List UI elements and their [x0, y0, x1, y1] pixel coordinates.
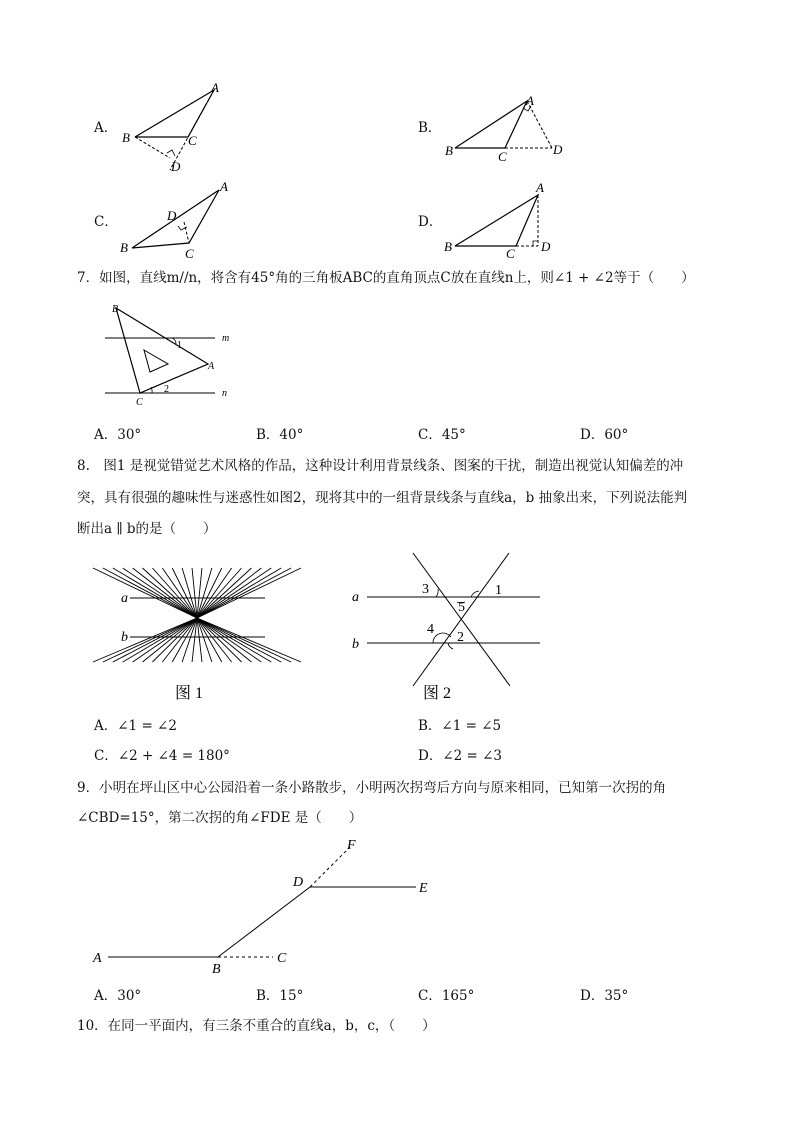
q7-label-c: C — [136, 397, 143, 408]
q6-figure-b — [440, 88, 580, 168]
fan-line — [197, 618, 232, 662]
q9-figure — [88, 835, 438, 980]
q9-label-d: D — [293, 875, 304, 890]
q6-option-b-letter: B． — [418, 120, 442, 136]
q8-option-c[interactable]: C．∠2 + ∠4 = 180° — [94, 748, 230, 764]
q9-label-b: B — [212, 962, 221, 977]
q6c-label-a: A — [220, 179, 228, 194]
fan-line — [197, 568, 232, 618]
q8-fig2-angle1: 1 — [495, 583, 502, 598]
fan-line — [197, 568, 291, 618]
q10-question-text: 10．在同一平面内，有三条不重合的直线a，b，c，（ ） — [77, 1018, 436, 1034]
fan-line — [162, 618, 197, 662]
q6-figure-c — [115, 178, 245, 263]
fan-line — [123, 568, 197, 618]
q7-label-m: m — [222, 333, 230, 344]
q6c-label-b: B — [120, 240, 128, 255]
q6a-label-b: B — [122, 130, 130, 145]
fan-line — [197, 618, 291, 662]
q6-option-d-letter: D． — [418, 214, 443, 230]
fan-line — [197, 618, 271, 662]
q7-option-a[interactable]: A．30° — [94, 427, 142, 443]
fan-line — [197, 618, 301, 662]
q8-fig1-label-b: b — [121, 630, 128, 645]
fan-line — [93, 568, 197, 618]
q6a-label-a: A — [211, 80, 219, 95]
q9-option-c[interactable]: C．165° — [418, 988, 475, 1004]
q6d-label-b: B — [444, 239, 452, 254]
fan-line — [162, 568, 197, 618]
q6-option-c-letter: C． — [94, 214, 118, 230]
q8-option-d[interactable]: D．∠2 = ∠3 — [418, 748, 503, 764]
q9-option-a[interactable]: A．30° — [94, 988, 142, 1004]
q6b-label-b: B — [445, 143, 453, 158]
q8-figure-1 — [85, 560, 310, 705]
q8-fig2-caption: 图 2 — [423, 685, 452, 702]
q8-fig2-angle4: 4 — [427, 622, 434, 637]
q9-question-line1: 9．小明在坪山区中心公园沿着一条小路散步，小明两次拐弯后方向与原来相同，已知第一次拐的角 — [77, 780, 667, 796]
q6b-label-d: D — [553, 142, 563, 157]
fan-line — [197, 568, 261, 618]
fan-line — [103, 618, 197, 662]
fan-line — [123, 618, 197, 662]
q8-question-line2: 突，具有很强的趣味性与迷惑性如图2，现将其中的一组背景线条与直线a，b 抽象出来，下列说法能判 — [77, 490, 688, 506]
q8-fig2-angle3: 3 — [422, 582, 429, 597]
q6-option-a-letter: A． — [94, 120, 118, 136]
q9-option-b[interactable]: B．15° — [256, 988, 304, 1004]
q8-fig1-label-a: a — [121, 591, 128, 606]
q6b-label-a: A — [526, 93, 534, 108]
fan-line — [197, 618, 261, 662]
q8-question-line3: 断出a ∥ b的是（ ） — [77, 521, 217, 537]
q7-label-b: B — [112, 304, 119, 315]
fan-line — [103, 568, 197, 618]
q8-option-b[interactable]: B．∠1 = ∠5 — [418, 718, 502, 734]
q9-label-c: C — [277, 951, 287, 966]
q7-option-d[interactable]: D．60° — [580, 427, 629, 443]
q6-figure-d — [440, 178, 570, 263]
q9-question-line2: ∠CBD=15°，第二次拐的角∠FDE 是（ ） — [77, 810, 363, 826]
fan-line — [197, 568, 271, 618]
q6d-label-a: A — [536, 180, 544, 195]
q6b-label-c: C — [498, 149, 507, 164]
q8-option-a[interactable]: A．∠1 = ∠2 — [94, 718, 177, 734]
q7-question-text: 7．如图，直线m//n，将含有45°角的三角板ABC的直角顶点C放在直线n上，则∠1 + ∠2等于（ ） — [77, 270, 695, 286]
q6d-label-d: D — [541, 239, 551, 254]
q7-option-b[interactable]: B．40° — [256, 427, 304, 443]
q9-label-e: E — [419, 881, 428, 896]
q6a-label-c: C — [188, 133, 197, 148]
q7-label-angle2: 2 — [164, 384, 169, 395]
q8-fig2-angle5: 5 — [458, 600, 465, 615]
q8-fig2-angle2: 2 — [457, 630, 464, 645]
q9-label-f: F — [347, 838, 356, 853]
q8-fig2-label-b: b — [352, 637, 359, 652]
q9-option-d[interactable]: D．35° — [580, 988, 629, 1004]
q6-figure-a — [115, 80, 255, 180]
fan-line — [197, 568, 301, 618]
q6c-label-d: D — [167, 208, 177, 223]
q8-question-line1: 8. 图1 是视觉错觉艺术风格的作品，这种设计利用背景线条、图案的干扰，制造出视觉认知偏差的冲 — [77, 458, 684, 474]
fan-line — [133, 568, 197, 618]
fan-line — [133, 618, 197, 662]
q8-fig1-caption: 图 1 — [175, 685, 204, 702]
q8-figure-2 — [345, 548, 550, 708]
q7-label-n: n — [222, 388, 227, 399]
q6c-label-c: C — [185, 246, 194, 261]
q7-figure — [100, 300, 240, 410]
q7-option-c[interactable]: C．45° — [418, 427, 466, 443]
q8-fig2-label-a: a — [352, 590, 359, 605]
q7-label-angle1: 1 — [177, 340, 182, 351]
fan-line — [93, 618, 197, 662]
q7-label-a: A — [208, 361, 215, 372]
q6a-label-d: D — [171, 159, 181, 174]
q6d-label-c: C — [506, 246, 515, 261]
q9-label-a: A — [93, 951, 102, 966]
